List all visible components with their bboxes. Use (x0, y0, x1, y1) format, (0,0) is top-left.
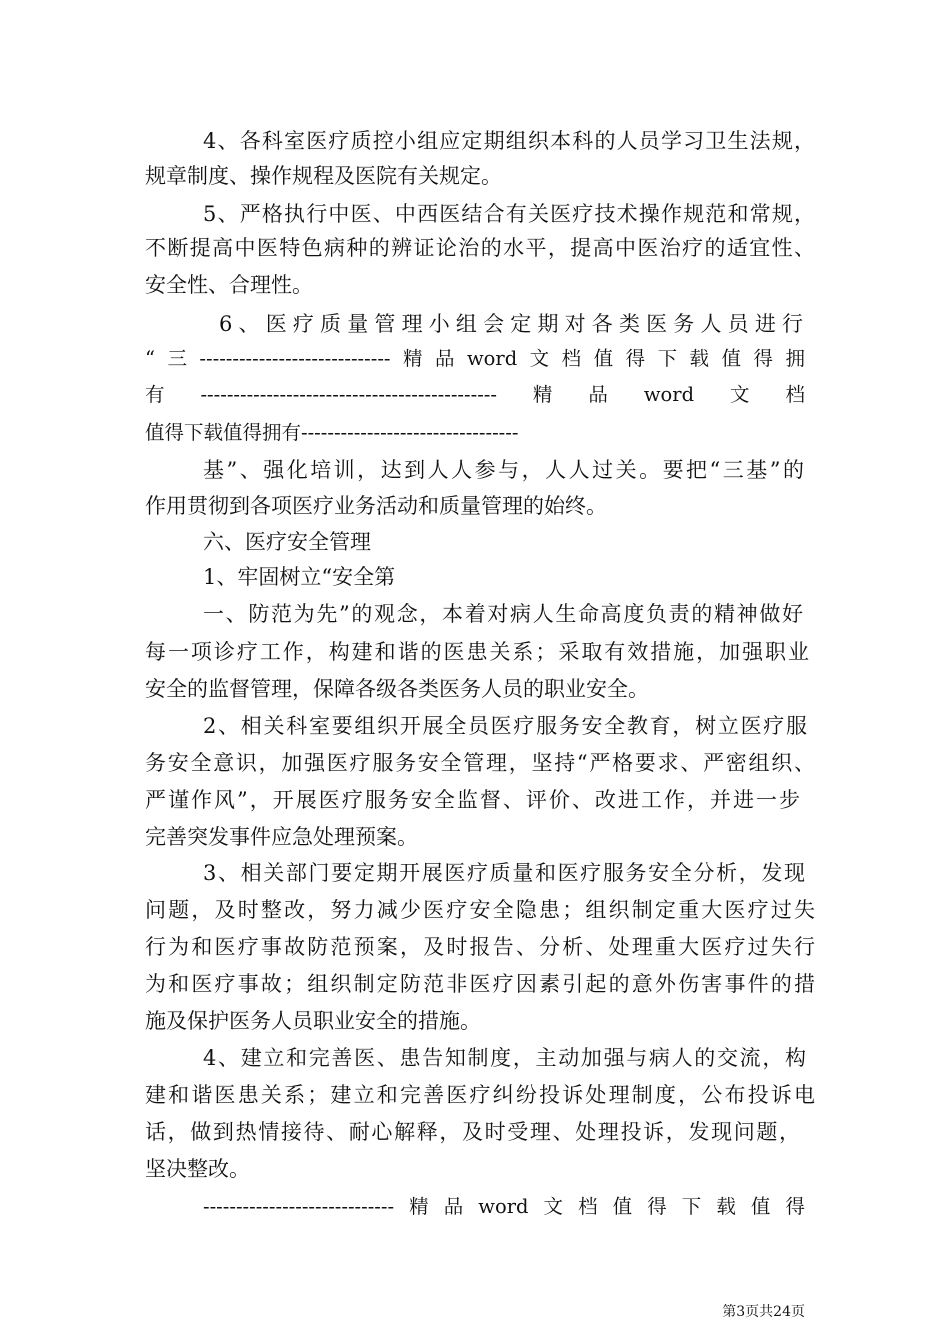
text-line: 每一项诊疗工作，构建和谐的医患关系；采取有效措施，加强职业 (145, 640, 809, 664)
text-line: 安全的监督管理，保障各级各类医务人员的职业安全。 (145, 677, 649, 701)
text-line: 施及保护医务人员职业安全的措施。 (145, 1009, 481, 1033)
text-line: 值得下载值得拥有--------------------------------- (145, 421, 519, 444)
text-line: 安全性、合理性。 (145, 273, 313, 297)
text-line: 建和谐医患关系；建立和完善医疗纠纷投诉处理制度，公布投诉电 (145, 1083, 815, 1107)
text-line: 一、防范为先”的观念，本着对病人生命高度负责的精神做好 (203, 602, 803, 626)
text-line: 2、相关科室要组织开展全员医疗服务安全教育，树立医疗服 (203, 714, 807, 738)
text-line: 基”、强化培训，达到人人参与，人人过关。要把“三基”的 (203, 458, 804, 482)
text-line: 为和医疗事故；组织制定防范非医疗因素引起的意外伤害事件的措 (145, 972, 815, 996)
text-line: 严谨作风”，开展医疗服务安全监督、评价、改进工作，并进一步 (145, 788, 800, 812)
text-line: 务安全意识，加强医疗服务安全管理，坚持“严格要求、严密组织、 (145, 751, 815, 775)
text-line: 完善突发事件应急处理预案。 (145, 825, 418, 849)
text-line: 6、医疗质量管理小组会定期对各类医务人员进行 (219, 312, 803, 336)
text-line: 4、各科室医疗质控小组应定期组织本科的人员学习卫生法规， (203, 129, 815, 153)
text-line: 有---------------------------------------------精品word文档 (145, 383, 805, 406)
text-line: 行为和医疗事故防范预案，及时报告、分析、处理重大医疗过失行 (145, 935, 815, 959)
text-line: 规章制度、操作规程及医院有关规定。 (145, 164, 502, 188)
text-line: 问题，及时整改，努力减少医疗安全隐患；组织制定重大医疗过失 (145, 898, 815, 922)
text-line: 作用贯彻到各项医疗业务活动和质量管理的始终。 (145, 494, 607, 518)
text-line: -----------------------------精品word文档值得下载值得 (203, 1195, 805, 1218)
text-line: 不断提高中医特色病种的辨证论治的水平，提高中医治疗的适宜性、 (145, 236, 815, 260)
text-line: 4、建立和完善医、患告知制度，主动加强与病人的交流，构 (203, 1046, 806, 1070)
text-line: 3、相关部门要定期开展医疗质量和医疗服务安全分析，发现 (203, 861, 805, 885)
text-line: 5、严格执行中医、中西医结合有关医疗技术操作规范和常规， (203, 202, 815, 226)
text-line: 坚决整改。 (145, 1157, 250, 1181)
section-heading: 六、医疗安全管理 (203, 530, 371, 554)
text-line: 话，做到热情接待、耐心解释，及时受理、处理投诉，发现问题， (145, 1120, 800, 1144)
text-line: 1、牢固树立“安全第 (203, 565, 396, 589)
page-number-footer: 第3页共24页 (722, 1304, 805, 1320)
text-line: “三-----------------------------精品word文档值得下载值得拥 (145, 347, 805, 370)
